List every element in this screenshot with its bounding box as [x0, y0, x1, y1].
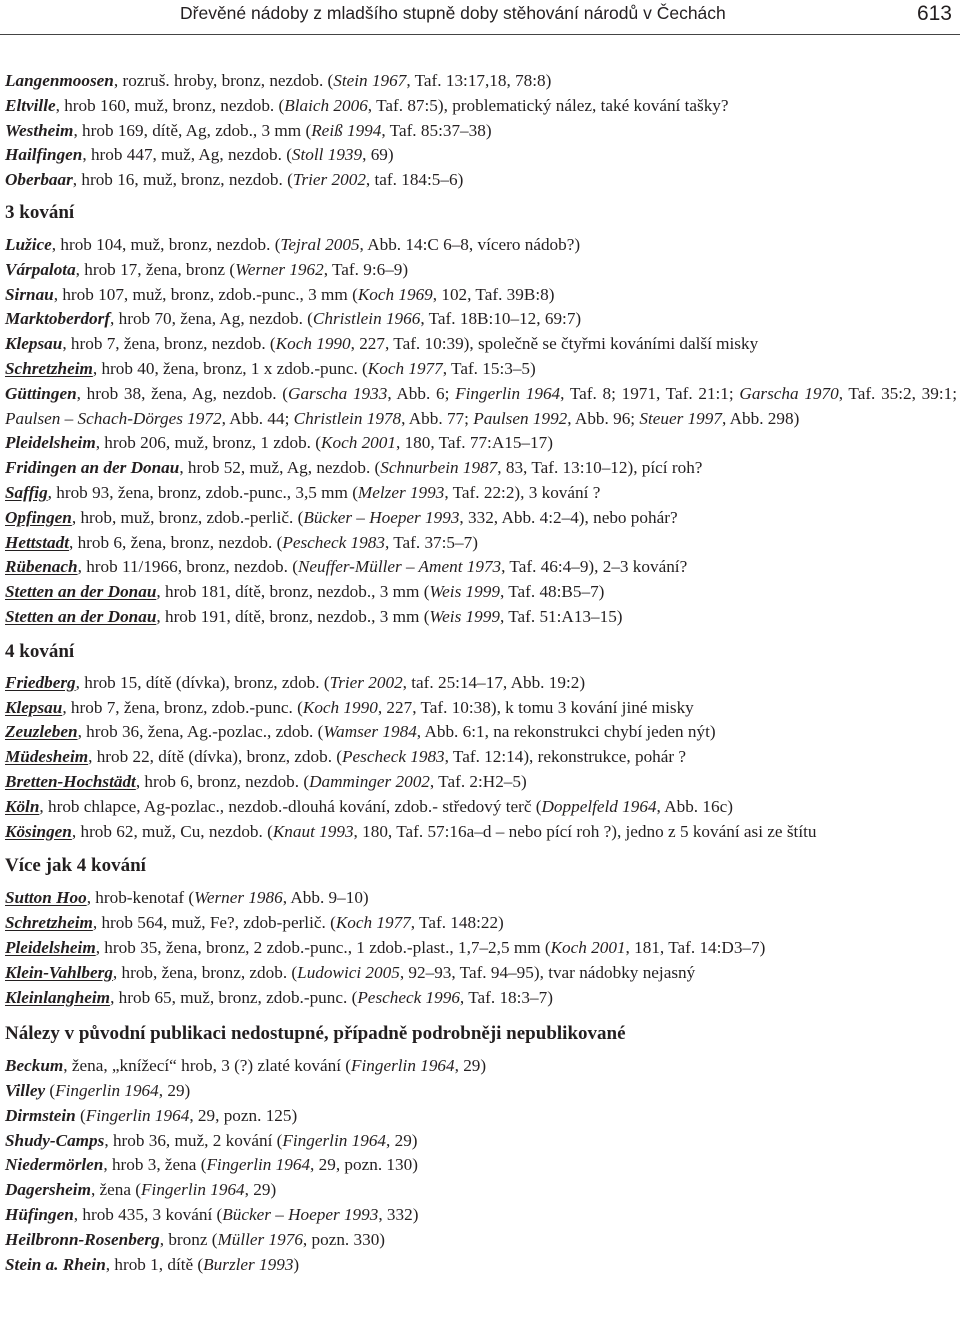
citation: Trier 2002	[292, 170, 366, 190]
entry-text: , Abb. 6;	[387, 383, 456, 403]
entry-text: , Taf. 148:22)	[410, 913, 504, 933]
citation: Fingerlin 1964	[455, 383, 561, 403]
entry-text: , Abb. 77;	[401, 408, 474, 428]
citation: Koch 1990	[302, 697, 378, 717]
citation: Melzer 1993	[357, 482, 445, 502]
entry-text: , hrob 181, dítě, bronz, nezdob., 3 mm (	[156, 582, 430, 602]
catalogue-entry	[5, 696, 957, 721]
site-name: Fridingen an der Donau	[5, 458, 180, 478]
site-name: Stetten an der Donau	[5, 582, 157, 602]
site-name: Güttingen	[5, 383, 77, 403]
site-name: Pleidelsheim	[5, 937, 96, 957]
entry-text: , hrob 35, žena, bronz, 2 zdob.-punc., 1 zdob.-plast., 1,7–2,5 mm (	[95, 937, 551, 957]
site-name: Lužice	[5, 234, 52, 254]
entry-text: , žena (	[90, 1180, 142, 1200]
catalogue-entry	[5, 986, 957, 1011]
citation: Garscha 1970	[739, 383, 839, 403]
citation: Paulsen 1992	[473, 408, 568, 428]
catalogue-entry	[5, 332, 957, 357]
site-name: Marktoberdorf	[5, 309, 111, 329]
site-name: Beckum	[5, 1056, 64, 1076]
site-name: Westheim	[5, 120, 74, 140]
entry-text: , hrob 6, žena, bronz, nezdob. (	[68, 532, 283, 552]
entry-text: , 181, Taf. 14:D3–7)	[625, 937, 766, 957]
entry-text: , 332)	[378, 1205, 419, 1225]
citation: Pescheck 1983	[342, 747, 445, 767]
citation: Werner 1962	[235, 259, 324, 279]
citation: Fingerlin 1964	[85, 1105, 190, 1125]
entry-text: , hrob 36, muž, 2 kování (	[104, 1130, 283, 1150]
entry-text: , 227, Taf. 10:39), společně se čtyřmi kováními další misky	[350, 334, 759, 354]
site-name: Zeuzleben	[5, 722, 78, 742]
entry-text: , hrob 206, muž, bronz, 1 zdob. (	[95, 433, 322, 453]
citation: Weis 1999	[429, 606, 500, 626]
citation: Fingerlin 1964	[141, 1180, 245, 1200]
catalogue-entry	[5, 233, 957, 258]
site-name: Schretzheim	[5, 913, 93, 933]
catalogue-entry	[5, 1153, 957, 1178]
catalogue-entry	[5, 456, 957, 481]
section-heading: 4 kování	[5, 640, 75, 662]
entry-text: , hrob 62, muž, Cu, nezdob. (	[71, 821, 273, 841]
catalogue-entry	[5, 69, 957, 94]
entry-text: , Taf. 12:14), rekonstrukce, pohár ?	[444, 747, 687, 767]
entry-text: , hrob 3, žena (	[103, 1155, 207, 1175]
entry-text: , 29)	[244, 1180, 277, 1200]
catalogue-entry	[5, 481, 957, 506]
entry-text: , bronz (	[159, 1229, 218, 1249]
entry-text: , hrob, muž, bronz, zdob.-perlič. (	[71, 507, 304, 527]
entry-text: , Taf. 18B:10–12, 69:7)	[420, 309, 582, 329]
entry-text: , hrob 191, dítě, bronz, nezdob., 3 mm (	[156, 606, 430, 626]
entry-text: , Abb. 44;	[221, 408, 294, 428]
catalogue-entry	[5, 580, 957, 605]
site-name: Kösingen	[5, 821, 72, 841]
entry-text: , 29)	[158, 1081, 191, 1101]
entry-text: , hrob 104, muž, bronz, nezdob. (	[51, 234, 281, 254]
catalogue-entry	[5, 795, 957, 820]
entry-text: , hrob 1, dítě (	[105, 1254, 204, 1274]
entry-text: , hrob 70, žena, Ag, nezdob. (	[110, 309, 313, 329]
catalogue-entry	[5, 143, 957, 168]
section-heading: Více jak 4 kování	[5, 855, 146, 877]
citation: Koch 1990	[275, 334, 351, 354]
entry-text: , Abb. 298)	[721, 408, 800, 428]
entry-text: , Taf. 51:A13–15)	[499, 606, 623, 626]
site-name: Saffig	[5, 482, 48, 502]
catalogue-entry	[5, 258, 957, 283]
entry-text: , 83, Taf. 13:10–12), pící roh?	[497, 458, 703, 478]
site-name: Kleinlangheim	[5, 987, 111, 1007]
entry-text: , 29)	[454, 1056, 487, 1076]
citation: Weis 1999	[429, 582, 500, 602]
catalogue-entry	[5, 382, 957, 432]
citation: Knaut 1993	[272, 821, 354, 841]
catalogue-entry	[5, 555, 957, 580]
citation: Müller 1976	[217, 1229, 303, 1249]
site-name: Heilbronn-Rosenberg	[5, 1229, 160, 1249]
entry-text: , 180, Taf. 57:16a–d – nebo pící roh ?), jedno z 5 kování asi ze štítu	[353, 821, 817, 841]
entry-text: , hrob 16, muž, bronz, nezdob. (	[72, 170, 293, 190]
catalogue-entry	[5, 1178, 957, 1203]
site-name: Hettstadt	[5, 532, 69, 552]
catalogue-entry	[5, 936, 957, 961]
site-name: Rübenach	[5, 557, 78, 577]
entry-text: , Taf. 8; 1971, Taf. 21:1;	[560, 383, 740, 403]
entry-text: , hrob 11/1966, bronz, nezdob. (	[77, 557, 298, 577]
citation: Damminger 2002	[309, 771, 430, 791]
catalogue-entry	[5, 119, 957, 144]
catalogue-entry	[5, 168, 957, 193]
site-name: Eltville	[5, 95, 56, 115]
entry-text: , pozn. 330)	[302, 1229, 386, 1249]
entry-text: (	[45, 1081, 56, 1101]
catalogue-entry	[5, 1079, 957, 1104]
citation: Stein 1967	[333, 71, 407, 90]
citation: Christlein 1978	[293, 408, 402, 428]
entry-text: , Abb. 14:C 6–8, vícero nádob?)	[359, 234, 581, 254]
entry-text: , Taf. 9:6–9)	[323, 259, 409, 279]
site-name: Várpalota	[5, 259, 76, 279]
citation: Koch 1977	[335, 913, 411, 933]
entry-text: , hrob chlapce, Ag-pozlac., nezdob.-dlouhá kování, zdob.- středový terč (	[39, 796, 542, 816]
catalogue-body	[5, 69, 957, 1277]
entry-text: , taf. 184:5–6)	[365, 170, 464, 190]
site-name: Klepsau	[5, 697, 63, 717]
site-name: Stetten an der Donau	[5, 606, 157, 626]
entry-text: , hrob 40, žena, bronz, 1 x zdob.-punc. (	[92, 358, 368, 378]
entry-text: , Taf. 35:2, 39:1;	[838, 383, 957, 403]
entry-text: , 332, Abb. 4:2–4), nebo pohár?	[459, 507, 678, 527]
entry-text: , hrob 7, žena, bronz, zdob.-punc. (	[62, 697, 303, 717]
citation: Fingerlin 1964	[55, 1081, 159, 1101]
citation: Steuer 1997	[639, 408, 722, 428]
entry-text: , hrob 107, muž, bronz, zdob.-punc., 3 mm (	[53, 284, 358, 304]
citation: Christlein 1966	[312, 309, 421, 329]
site-name: Opfingen	[5, 507, 72, 527]
site-name: Stein a. Rhein	[5, 1254, 106, 1274]
entry-text: , hrob-kenotaf (	[86, 888, 195, 908]
entry-text: , hrob 160, muž, bronz, nezdob. (	[55, 95, 285, 115]
page-number: 613	[916, 2, 952, 25]
catalogue-entry	[5, 1253, 957, 1278]
catalogue-entry	[5, 745, 957, 770]
citation: Werner 1986	[194, 888, 283, 908]
header-rule	[0, 34, 960, 35]
citation: Doppelfeld 1964	[541, 796, 657, 816]
entry-text: , Taf. 18:3–7)	[459, 987, 553, 1007]
citation: Koch 1977	[367, 358, 443, 378]
entry-text: , hrob 7, žena, bronz, nezdob. (	[62, 334, 276, 354]
citation: Koch 2001	[550, 937, 626, 957]
citation: Koch 1969	[357, 284, 433, 304]
site-name: Köln	[5, 796, 40, 816]
entry-text: , Taf. 48:B5–7)	[499, 582, 605, 602]
catalogue-entry	[5, 531, 957, 556]
citation: Stoll 1939	[291, 145, 363, 165]
site-name: Niedermörlen	[5, 1155, 104, 1175]
entry-text: , hrob 17, žena, bronz (	[75, 259, 236, 279]
site-name: Hüfingen	[5, 1205, 74, 1225]
citation: Schnurbein 1987	[380, 458, 498, 478]
site-name: Shudy-Camps	[5, 1130, 105, 1150]
entry-text: , Taf. 13:17,18, 78:8)	[406, 71, 552, 90]
entry-text: , hrob 36, žena, Ag.-pozlac., zdob. (	[77, 722, 324, 742]
citation: Fingerlin 1964	[351, 1056, 455, 1076]
entry-text: , Taf. 15:3–5)	[442, 358, 536, 378]
citation: Neuffer-Müller – Ament 1973	[297, 557, 502, 577]
entry-text: , Abb. 6:1, na rekonstrukci chybí jeden nýt)	[416, 722, 716, 742]
catalogue-entry	[5, 605, 957, 630]
entry-text: , hrob 447, muž, Ag, nezdob. (	[82, 145, 292, 165]
site-name: Dirmstein	[5, 1105, 76, 1125]
entry-text: , taf. 25:14–17, Abb. 19:2)	[402, 672, 586, 692]
catalogue-entry	[5, 1203, 957, 1228]
entry-text: )	[293, 1254, 300, 1274]
entry-text: , 102, Taf. 39B:8)	[432, 284, 555, 304]
citation: Pescheck 1983	[282, 532, 385, 552]
catalogue-entry	[5, 1228, 957, 1253]
entry-text: , Taf. 22:2), 3 kování ?	[444, 482, 601, 502]
entry-text: , Abb. 9–10)	[282, 888, 369, 908]
catalogue-entry	[5, 283, 957, 308]
entry-text: , 29, pozn. 130)	[310, 1155, 418, 1175]
catalogue-entry	[5, 1129, 957, 1154]
catalogue-entry	[5, 1054, 957, 1079]
citation: Fingerlin 1964	[282, 1130, 387, 1150]
site-name: Langenmoosen	[5, 71, 114, 90]
entry-text: , 29, pozn. 125)	[189, 1105, 298, 1125]
site-name: Müdesheim	[5, 747, 89, 767]
entry-text: , Taf. 2:H2–5)	[429, 771, 527, 791]
site-name: Hailfingen	[5, 145, 83, 165]
site-name: Pleidelsheim	[5, 433, 96, 453]
entry-text: , Abb. 16c)	[656, 796, 733, 816]
site-name: Klein-Vahlberg	[5, 962, 113, 982]
site-name: Sutton Hoo	[5, 888, 87, 908]
entry-text: , 92–93, Taf. 94–95), tvar nádobky nejasný	[399, 962, 696, 982]
site-name: Oberbaar	[5, 170, 73, 190]
citation: Blaich 2006	[284, 95, 368, 115]
entry-text: , 29)	[386, 1130, 418, 1150]
catalogue-entry	[5, 911, 957, 936]
site-name: Friedberg	[5, 672, 76, 692]
entry-text: , hrob 93, žena, bronz, zdob.-punc., 3,5 mm (	[47, 482, 358, 502]
citation: Reiß 1994	[311, 120, 382, 140]
entry-text: , Taf. 37:5–7)	[384, 532, 478, 552]
site-name: Schretzheim	[5, 358, 93, 378]
citation: Tejral 2005	[280, 234, 360, 254]
entry-text: , Abb. 96;	[567, 408, 640, 428]
catalogue-entry	[5, 357, 957, 382]
entry-text: , hrob 52, muž, Ag, nezdob. (	[179, 458, 381, 478]
catalogue-entry	[5, 820, 957, 845]
catalogue-entry	[5, 94, 957, 119]
site-name: Bretten-Hochstädt	[5, 771, 136, 791]
citation: Bücker – Hoeper 1993	[303, 507, 460, 527]
citation: Paulsen – Schach-Dörges 1972	[5, 408, 222, 428]
catalogue-entry	[5, 307, 957, 332]
entry-text: , žena, „knížecí“ hrob, 3 (?) zlaté kování (	[63, 1056, 351, 1076]
entry-text: , 69)	[362, 145, 394, 165]
catalogue-entry	[5, 961, 957, 986]
catalogue-entry	[5, 720, 957, 745]
citation: Bücker – Hoeper 1993	[222, 1205, 379, 1225]
catalogue-entry	[5, 770, 957, 795]
site-name: Sirnau	[5, 284, 54, 304]
citation: Ludowici 2005	[297, 962, 400, 982]
entry-text: , 180, Taf. 77:A15–17)	[395, 433, 553, 453]
entry-text: , hrob 169, dítě, Ag, zdob., 3 mm (	[73, 120, 312, 140]
citation: Fingerlin 1964	[206, 1155, 311, 1175]
catalogue-entry	[5, 431, 957, 456]
site-name: Klepsau	[5, 334, 63, 354]
entry-text: , hrob 38, žena, Ag, nezdob. (	[76, 383, 289, 403]
entry-text: , hrob 22, dítě (dívka), bronz, zdob. (	[88, 747, 343, 767]
site-name: Villey	[5, 1081, 46, 1101]
entry-text: , hrob 15, dítě (dívka), bronz, zdob. (	[75, 672, 330, 692]
citation: Koch 2001	[321, 433, 396, 453]
entry-text: , hrob 435, 3 kování (	[73, 1205, 223, 1225]
entry-text: , Taf. 85:37–38)	[381, 120, 492, 140]
citation: Pescheck 1996	[357, 987, 460, 1007]
entry-text: , hrob 65, muž, bronz, zdob.-punc. (	[110, 987, 358, 1007]
citation: Garscha 1933	[288, 383, 388, 403]
entry-text: , rozruš. hroby, bronz, nezdob. (	[113, 71, 334, 90]
entry-text: , 227, Taf. 10:38), k tomu 3 kování jiné misky	[377, 697, 694, 717]
entry-text: , hrob, žena, bronz, zdob. (	[112, 962, 298, 982]
entry-text: , hrob 564, muž, Fe?, zdob-perlič. (	[92, 913, 336, 933]
citation: Burzler 1993	[203, 1254, 294, 1274]
catalogue-entry	[5, 671, 957, 696]
entry-text: , Taf. 46:4–9), 2–3 kování?	[501, 557, 688, 577]
catalogue-entry	[5, 1104, 957, 1129]
catalogue-entry	[5, 886, 957, 911]
section-heading: Nálezy v původní publikaci nedostupné, případně podrobněji nepublikované	[5, 1023, 626, 1045]
site-name: Dagersheim	[5, 1180, 91, 1200]
entry-text: , hrob 6, bronz, nezdob. (	[135, 771, 310, 791]
citation: Wamser 1984	[323, 722, 417, 742]
catalogue-entry	[5, 506, 957, 531]
entry-text: (	[75, 1105, 86, 1125]
page-header	[0, 0, 960, 38]
running-title: Dřevěné nádoby z mladšího stupně doby stěhování národů v Čechách	[180, 3, 726, 23]
entry-text: , Taf. 87:5), problematický nález, také kování tašky?	[367, 95, 729, 115]
section-heading: 3 kování	[5, 201, 75, 223]
citation: Trier 2002	[329, 672, 403, 692]
